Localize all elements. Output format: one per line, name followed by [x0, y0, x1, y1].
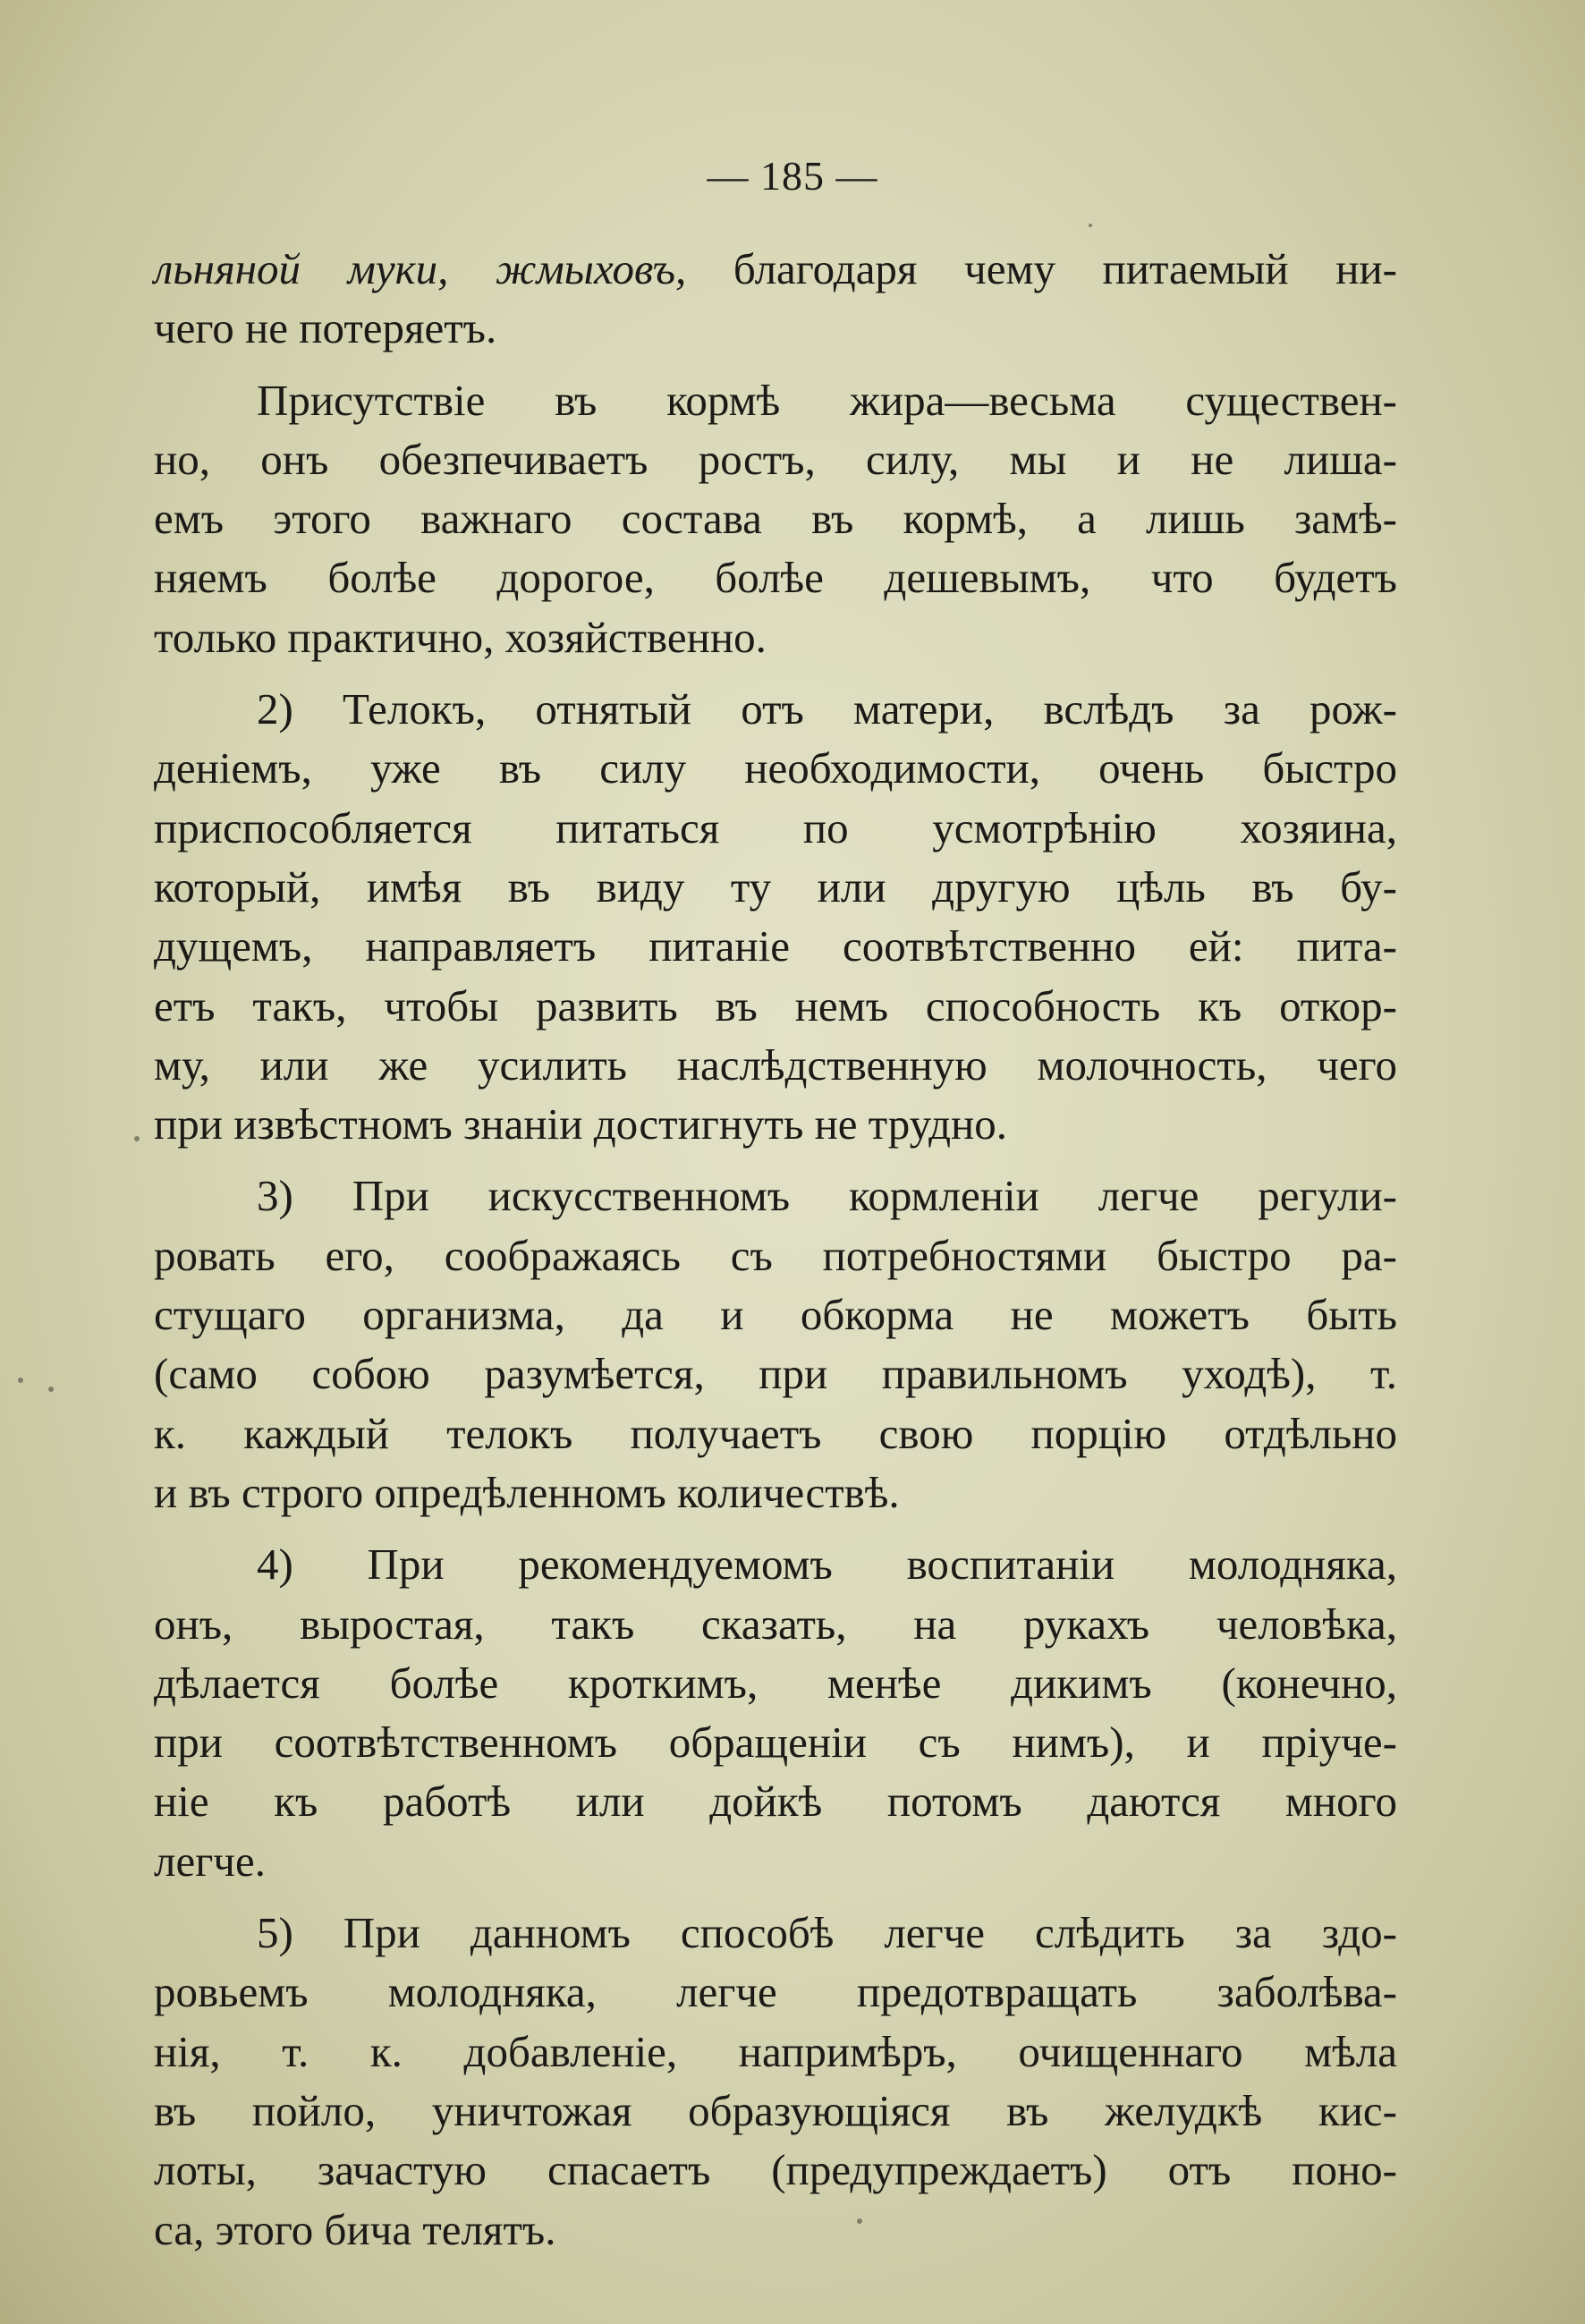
text-line: чего не потеряетъ.: [154, 303, 497, 353]
text-line: са, этого бича телятъ.: [154, 2204, 556, 2254]
text-line: 5) При данномъ способѣ легче слѣдить за здо-: [257, 1908, 1397, 1958]
text-line: легче.: [154, 1836, 266, 1886]
body-text: [154, 240, 1397, 2260]
paper-speck: [18, 1378, 23, 1383]
text-line: дѣлается болѣе кроткимъ, менѣе дикимъ (конечно,: [154, 1658, 1397, 1708]
text-line: въ пойло, уничтожая образующіяся въ желудкѣ кис-: [154, 2085, 1397, 2135]
text-line: етъ такъ, чтобы развить въ немъ способность къ откор-: [154, 980, 1397, 1031]
paragraph: [154, 680, 1397, 1154]
paragraph: [154, 1166, 1397, 1522]
text-line: 3) При искусственномъ кормленіи легче регули-: [257, 1171, 1397, 1221]
italic-phrase: льняной муки, жмыховъ,: [154, 244, 687, 293]
text-line: дущемъ, направляетъ питаніе соотвѣтственно ей: пита-: [154, 921, 1397, 971]
paragraph: [154, 371, 1397, 667]
text-line: ровьемъ молодняка, легче предотвращать заболѣва-: [154, 1967, 1397, 2017]
text-line: няемъ болѣе дорогое, болѣе дешевымъ, что будетъ: [154, 553, 1397, 603]
paragraph: [154, 1535, 1397, 1891]
text-line: при соотвѣтственномъ обращеніи съ нимъ), и пріуче-: [154, 1718, 1397, 1768]
paper-speck: [857, 2218, 862, 2224]
text-line: 2) Телокъ, отнятый отъ матери, вслѣдъ за рож-: [257, 684, 1397, 734]
text-line: к. каждый телокъ получаетъ свою порцію отдѣльно: [154, 1408, 1397, 1458]
text-line: и въ строго опредѣленномъ количествѣ.: [154, 1467, 900, 1517]
paper-speck: [134, 1136, 140, 1141]
page-number: — 185 —: [707, 153, 878, 199]
text-line: емъ этого важнаго состава въ кормѣ, а лишь замѣ-: [154, 494, 1397, 544]
text-line: ровать его, соображаясь съ потребностями быстро ра-: [154, 1230, 1397, 1280]
text-line: приспособляется питаться по усмотрѣнію хозяина,: [154, 802, 1397, 852]
text-line: Присутствіе въ кормѣ жира—весьма существен-: [257, 375, 1397, 425]
text-line: ніе къ работѣ или дойкѣ потомъ даются много: [154, 1777, 1397, 1827]
text-line: лоты, зачастую спасаетъ (предупреждаетъ) отъ поно-: [154, 2145, 1397, 2195]
paper-speck: [48, 1387, 54, 1392]
text-line: онъ, выростая, такъ сказать, на рукахъ человѣка,: [154, 1599, 1397, 1649]
text-line: 4) При рекомендуемомъ воспитаніи молодняка,: [257, 1539, 1397, 1590]
text-line: (само собою разумѣется, при правильномъ уходѣ), т.: [154, 1349, 1397, 1399]
text-line: нія, т. к. добавленіе, напримѣръ, очищеннаго мѣла: [154, 2026, 1397, 2076]
text-line: льняной муки, жмыховъ, благодаря чему питаемый ни-: [154, 244, 1397, 293]
text-line: стущаго организма, да и обкорма не можетъ быть: [154, 1290, 1397, 1340]
paragraph: [154, 240, 1397, 359]
text-line: только практично, хозяйственно.: [154, 612, 767, 662]
text-line: но, онъ обезпечиваетъ ростъ, силу, мы и не лиша-: [154, 434, 1397, 484]
text-line: му, или же усилить наслѣдственную молочность, чего: [154, 1039, 1397, 1090]
text-line: деніемъ, уже въ силу необходимости, очень быстро: [154, 743, 1397, 793]
text-line: который, имѣя въ виду ту или другую цѣль въ бу-: [154, 861, 1397, 912]
paragraph: [154, 1904, 1397, 2260]
paper-speck: [1089, 224, 1092, 227]
text-line: при извѣстномъ знаніи достигнуть не трудно.: [154, 1099, 1007, 1149]
